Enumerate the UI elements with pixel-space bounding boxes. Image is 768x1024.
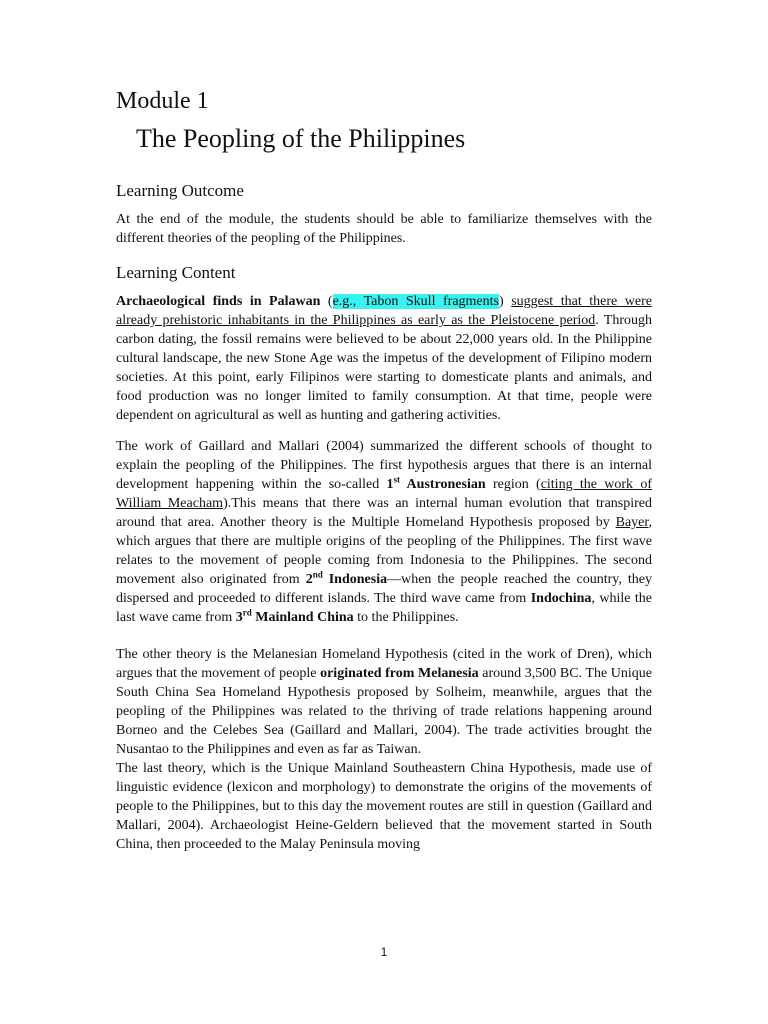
text-run: ) bbox=[498, 294, 512, 309]
paragraph-last-theory: The last theory, which is the Unique Mainland Southeastern China Hypothesis, made use of linguistic evidence (lexicon and morphology) to demonstrate the origins of the movements of people to the Philippines, but to this day the movement routes are still in question (Gaillard and Mallari, 2004). Archaeologist Heine-Geldern believed that the movement started in South China, then proceeded to the Malay Peninsula moving bbox=[116, 761, 652, 852]
bold-text: 1 bbox=[386, 477, 394, 492]
bold-text: Indochina bbox=[530, 591, 592, 606]
learning-outcome-heading: Learning Outcome bbox=[116, 181, 244, 200]
text-run: ( bbox=[320, 294, 333, 309]
learning-outcome-text: At the end of the module, the students should be able to familiarize themselves with the different theories of the peopling of the Philippines. bbox=[116, 212, 652, 246]
text-run: The other theory is the Melanesian Homeland Hypothesis (cited in the work of Dren), which argues that the movement of people bbox=[116, 647, 652, 681]
bold-text: Indonesia bbox=[322, 572, 388, 587]
text-run: to the Philippines. bbox=[353, 610, 459, 625]
underlined-text: Bayer bbox=[615, 515, 649, 530]
underlined-text: citing the work of William Meacham bbox=[116, 477, 652, 511]
document-page bbox=[116, 86, 652, 854]
text-run: region ( bbox=[485, 477, 541, 492]
learning-content-heading: Learning Content bbox=[116, 263, 236, 282]
underlined-text: suggest that there were already prehistoric inhabitants in the Philippines as early as the Pleistocene period bbox=[116, 294, 652, 328]
bold-text: Mainland China bbox=[251, 610, 354, 625]
highlighted-text: e.g., Tabon Skull fragments bbox=[332, 294, 499, 309]
text-run: . Through carbon dating, the fossil remains were believed to be about 22,000 years old. In the Philippine cultural landscape, the new Stone Age was the impetus of the development of Filipino modern societies. At this point, early Filipinos were starting to domesticate plants and animals, and food production was no longer limited to family consumption. At that time, people were dependent on agricultural as well as hunting and gathering activities. bbox=[116, 313, 652, 423]
page-number: 1 bbox=[380, 945, 388, 959]
text-run: The work of Gaillard and Mallari (2004) summarized the different schools of thought to explain the peopling of the Philippines. The first hypothesis argues that there is an internal development happening within the so-called bbox=[116, 439, 652, 492]
text-run: , while the last wave came from bbox=[116, 591, 652, 625]
text-run: —when the people reached the country, they dispersed and proceeded to different islands. The third wave came from bbox=[116, 572, 652, 606]
module-label: Module 1 bbox=[116, 88, 209, 114]
bold-text: Austronesian bbox=[400, 477, 486, 492]
ordinal-superscript: nd bbox=[312, 569, 323, 580]
bold-text: Archaeological finds in Palawan bbox=[116, 294, 321, 309]
text-run: , which argues that there are multiple origins of the peopling of the Philippines. The first wave relates to the movement of people coming from Indonesia to the Philippines. The second movement also originated from bbox=[116, 515, 652, 587]
text-run: ).This means that there was an internal human evolution that transpired around that area. Another theory is the Multiple Homeland Hypothesis proposed by bbox=[116, 496, 652, 530]
paragraph-melanesian-hypothesis bbox=[116, 645, 652, 759]
text-run: around 3,500 BC. The Unique South China Sea Homeland Hypothesis proposed by Solheim, meanwhile, argues that the peopling of the Philippines was related to the thriving of trade relations happening around Borneo and the Celebes Sea (Gaillard and Mallari, 2004). The trade activities brought the Nusantao to the Philippines and even as far as Taiwan. bbox=[116, 666, 652, 757]
paragraph-archaeological-finds bbox=[116, 292, 652, 425]
bold-text: 3 bbox=[235, 610, 243, 625]
ordinal-superscript: st bbox=[393, 474, 401, 485]
paragraph-gaillard-mallari bbox=[116, 437, 652, 627]
bold-text: 2 bbox=[305, 572, 313, 587]
module-title: The Peopling of the Philippines bbox=[136, 124, 466, 153]
ordinal-superscript: rd bbox=[242, 607, 252, 618]
bold-text: originated from Melanesia bbox=[320, 666, 479, 681]
